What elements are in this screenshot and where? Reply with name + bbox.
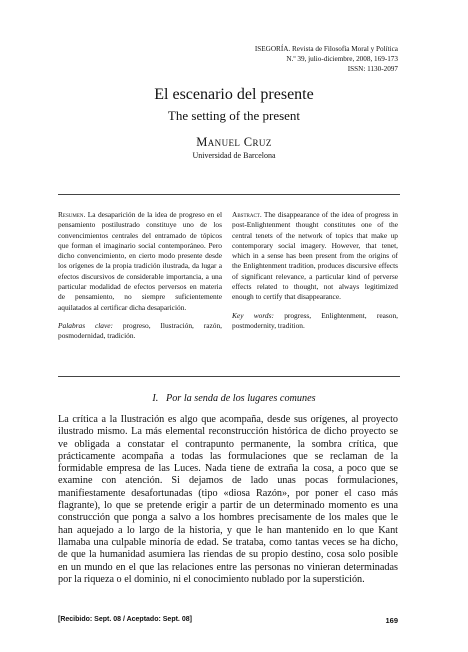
abstract-paragraph [232,210,398,303]
keywords-es-paragraph [58,321,222,342]
bottom-rule [58,376,400,377]
journal-header [255,44,398,74]
resumen-text: La desaparición de la idea de progreso en el pensamiento postilustrado constituye uno de los convencimientos centrales del entramado de tópicos que forman el imaginario social contemporáneo. Pero dicho convencimiento, en cierto modo presente desde los orígenes de la propia tradición ilustrada, da lugar a efectos discursivos de considerable importancia, a una particular modalidad de efectos perversos en materia de pensamiento, no siempre suficientemente aquilatados al certificar dicha desaparición. [58,210,222,312]
article-title-es: El escenario del presente [154,86,314,103]
body-text-block [58,414,398,586]
article-title-en: The setting of the present [167,108,301,123]
page-number: 169 [385,616,398,625]
keywords-en-paragraph [232,311,398,332]
author-affiliation: Universidad de Barcelona [192,151,276,160]
spanish-abstract-column [58,210,222,342]
abstract-label: Abstract. [232,210,262,219]
resumen-paragraph [58,210,222,313]
journal-name: ISEGORÍA. Revista de Filosofía Moral y Política [254,45,398,53]
keywords-es-label: Palabras clave: [58,320,114,330]
journal-issn: ISSN: 1130-2097 [347,65,398,73]
keywords-es-text: progreso, Ilustración, razón, posmodernidad, tradición. [58,320,222,341]
section-heading: I. Por la senda de los lugares comunes [152,393,316,404]
resumen-label: Resumen. [58,210,86,219]
top-rule [58,194,400,195]
author-name: Manuel Cruz [196,135,272,149]
journal-issue: N.º 39, julio-diciembre, 2008, 169-173 [286,55,398,63]
keywords-en-text: progress, Enlightenment, reason, postmodernity, tradition. [232,310,398,330]
english-abstract-column [232,210,398,331]
received-accepted-note: [Recibido: Sept. 08 / Aceptado: Sept. 08] [58,616,192,623]
keywords-en-label: Key words: [232,310,274,320]
abstract-text: The disappearance of the idea of progress in post-Enlightenment thought constitutes one of the central tenets of the network of topics that make up contemporary social imagery. However, that tenet, which in a sense has been present from the origins of the Enlightenment tradition, produces discursive effects of significant relevance, a particular kind of perverse effects related to thought, not always legitimized enough to certify that disappearance. [232,210,399,302]
body-paragraph: La crítica a la Ilustración es algo que acompaña, desde sus orígenes, al proyecto ilustrado mismo. La más elemental reconstrucción histórica de dicho proyecto se ve obligada a constatar el contrapunto permanente, la sombra crítica, que prácticamente acompaña a todas las formulaciones que se reclaman de la formidable empresa de las Luces. Nada tiene de extraña la cosa, a poco que se examine con atención. Si dejamos de lado unas pocas formulaciones, manifiestamente desafortunadas (tipo «diosa Razón», por poner el caso más flagrante), lo que se pretende erigir a partir de un determinado momento es una construcción que ponga a salvo a los hombres precisamente de los males que le han aquejado a lo largo de la historia, y que le han mantenido en lo que Kant llamaba una culpable minoría de edad. Se trataba, como tantas veces se ha dicho, de que la humanidad asumiera las riendas de su propio destino, cosa solo posible en un mundo en el que las relaciones entre las personas no vinieran determinadas por la riqueza o el dominio, ni el conocimiento nublado por la superstición. [58,414,398,585]
